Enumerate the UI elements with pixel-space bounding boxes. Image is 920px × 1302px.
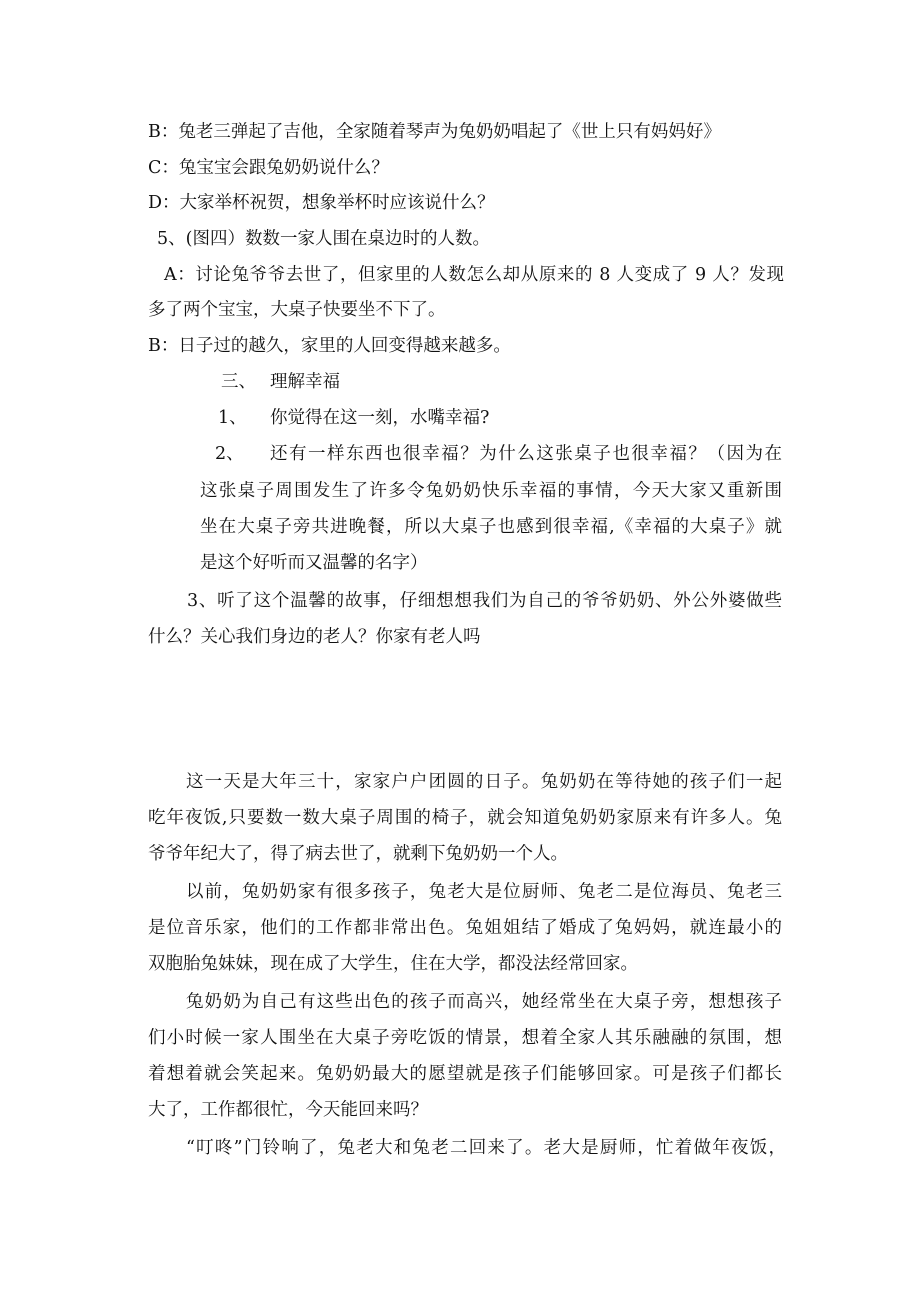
- story-line: 是位音乐家，他们的工作都非常出色。兔姐姐结了婚成了兔妈妈，就连最小的: [148, 918, 782, 938]
- story-line: 双胞胎兔妹妹，现在成了大学生，住在大学，都没法经常回家。: [148, 954, 638, 974]
- story-line: 爷爷年纪大了，得了病去世了，就剩下兔奶奶一个人。: [148, 844, 568, 864]
- story-line: 大了，工作都很忙，今天能回来吗？: [148, 1100, 428, 1120]
- section-title: 理解幸福: [270, 372, 340, 392]
- lesson-item-5: 5、(图四）数数一家人围在桌边时的人数。: [157, 229, 490, 249]
- point-text-line: 坐在大桌子旁共进晚餐，所以大桌子也感到很幸福,《幸福的大桌子》就: [200, 517, 782, 537]
- point-3-line: 3、听了这个温馨的故事，仔细想想我们为自己的爷爷奶奶、外公外婆做些: [187, 591, 782, 611]
- point-number: 1、: [218, 408, 247, 428]
- section-number: 三、: [221, 372, 256, 392]
- story-line: 这一天是大年三十，家家户户团圆的日子。兔奶奶在等待她的孩子们一起: [186, 772, 782, 792]
- point-text-line: 这张桌子周围发生了许多令兔奶奶快乐幸福的事情，今天大家又重新围: [200, 481, 782, 501]
- lesson-item-b2: B：日子过的越久，家里的人回变得越来越多。: [148, 336, 511, 356]
- story-line: 兔奶奶为自己有这些出色的孩子而高兴，她经常坐在大桌子旁，想想孩子: [186, 992, 782, 1012]
- lesson-item-d: D：大家举杯祝贺，想象举杯时应该说什么？: [148, 193, 495, 213]
- story-line: 吃年夜饭,只要数一数大桌子周围的椅子，就会知道兔奶奶家原来有许多人。兔: [148, 808, 782, 828]
- point-3-line: 什么？关心我们身边的老人？你家有老人吗: [148, 627, 481, 647]
- point-number: 2、: [215, 444, 244, 464]
- lesson-item-a-line: 多了两个宝宝，大桌子快要坐不下了。: [148, 300, 446, 320]
- story-line: 以前，兔奶奶家有很多孩子，兔老大是位厨师、兔老二是位海员、兔老三: [186, 882, 782, 902]
- lesson-item-b: B：兔老三弹起了吉他，全家随着琴声为兔奶奶唱起了《世上只有妈妈好》: [148, 122, 721, 142]
- story-line: 们小时候一家人围坐在大桌子旁吃饭的情景，想着全家人其乐融融的氛围，想: [148, 1028, 782, 1048]
- lesson-item-a-line: A：讨论兔爷爷去世了，但家里的人数怎么却从原来的 8 人变成了 9 人？发现: [164, 265, 784, 285]
- point-text-line: 你觉得在这一刻，水嘴幸福?: [270, 408, 490, 428]
- point-text-line: 还有一样东西也很幸福？为什么这张桌子也很幸福？（因为在: [270, 444, 782, 464]
- story-line: “叮咚”门铃响了，兔老大和兔老二回来了。老大是厨师，忙着做年夜饭，: [186, 1138, 786, 1158]
- lesson-item-c: C：兔宝宝会跟兔奶奶说什么？: [148, 158, 389, 178]
- story-line: 着想着就会笑起来。兔奶奶最大的愿望就是孩子们能够回家。可是孩子们都长: [148, 1064, 782, 1084]
- point-text-line: 是这个好听而又温馨的名字）: [200, 553, 428, 573]
